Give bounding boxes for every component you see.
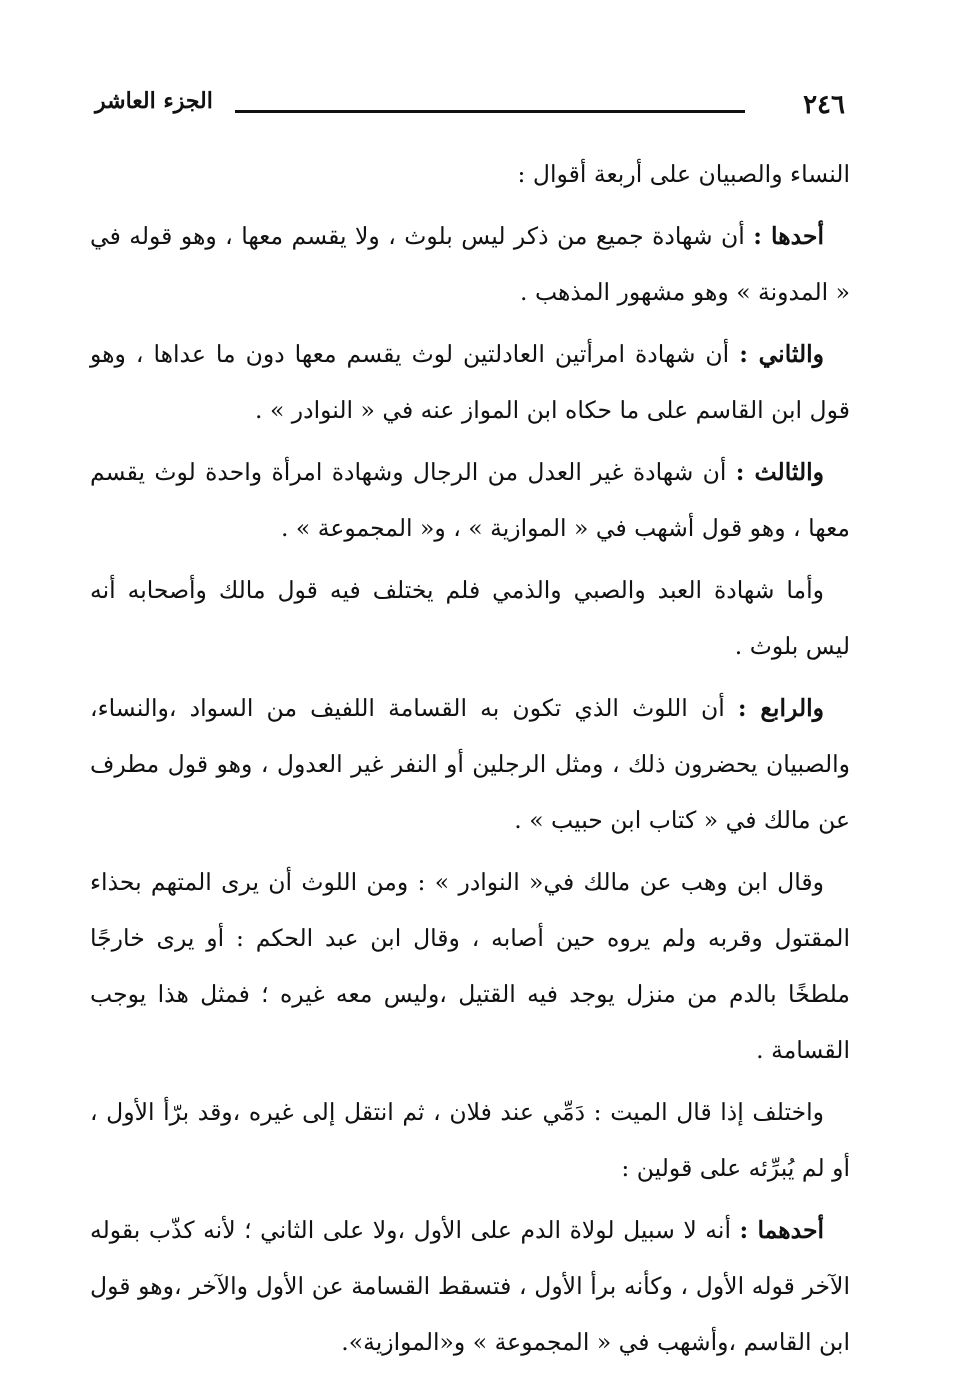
paragraph-3 — [90, 444, 850, 556]
page-header — [95, 88, 845, 128]
paragraph-text: وأما شهادة العبد والصبي والذمي فلم يختلف فيه قول مالك وأصحابه أنه ليس بلوث . — [90, 576, 850, 660]
paragraph-lead: والرابع : — [737, 694, 825, 722]
paragraph-text: وقال ابن وهب عن مالك في« النوادر » : ومن اللوث أن يرى المتهم بحذاء المقتول وقربه ولم يروه حين أصابه ، وقال ابن عبد الحكم : أو يرى خارجًا ملطخًا بالدم من منزل يوجد فيه القتيل ،وليس معه غيره ؛ فمثل هذا يوجب القسامة . — [90, 868, 850, 1064]
paragraph-0 — [90, 146, 850, 202]
body-text — [90, 146, 850, 1376]
paragraph-lead: أحدهما : — [739, 1216, 824, 1244]
paragraph-2 — [90, 326, 850, 438]
paragraph-text: واختلف إذا قال الميت : دَمِّي عند فلان ، ثم انتقل إلى غيره ،وقد برّأ الأول ، أو لم يُبرِّئه على قولين : — [90, 1098, 850, 1182]
paragraph-8 — [90, 1202, 850, 1370]
paragraph-lead: والثالث : — [735, 458, 824, 486]
header-rule — [235, 110, 745, 113]
paragraph-5 — [90, 680, 850, 848]
paragraph-text: أن شهادة امرأتين العادلتين لوث يقسم معها دون ما عداها ، وهو قول ابن القاسم على ما حكاه ابن المواز عنه في « النوادر » . — [90, 340, 850, 424]
page-number: ٢٤٦ — [803, 90, 845, 120]
paragraph-lead: أحدها : — [753, 222, 824, 250]
paragraph-4 — [90, 562, 850, 674]
paragraph-lead: والثاني : — [739, 340, 824, 368]
paragraph-text: أن اللوث الذي تكون به القسامة اللفيف من السواد ،والنساء، والصبيان يحضرون ذلك ، ومثل الرجلين أو النفر غير العدول ، وهو قول مطرف عن مالك في « كتاب ابن حبيب » . — [90, 694, 850, 834]
running-title: الجزء العاشر — [95, 88, 213, 114]
paragraph-text: أنه لا سبيل لولاة الدم على الأول ،ولا على الثاني ؛ لأنه كذّب بقوله الآخر قوله الأول ، وكأنه برأ الأول ، فتسقط القسامة عن الأول والآخر ،وهو قول ابن القاسم ،وأشهب في « المجموعة » و«الموازية». — [90, 1216, 850, 1356]
paragraph-1 — [90, 208, 850, 320]
paragraph-text: النساء والصبيان على أربعة أقوال : — [517, 160, 850, 188]
paragraph-7 — [90, 1084, 850, 1196]
paragraph-text: أن شهادة غير العدل من الرجال وشهادة امرأة واحدة لوث يقسم معها ، وهو قول أشهب في « الموازية » ، و« المجموعة » . — [90, 458, 850, 542]
paragraph-text: أن شهادة جميع من ذكر ليس بلوث ، ولا يقسم معها ، وهو قوله في « المدونة » وهو مشهور المذهب . — [90, 222, 850, 306]
paragraph-6 — [90, 854, 850, 1078]
